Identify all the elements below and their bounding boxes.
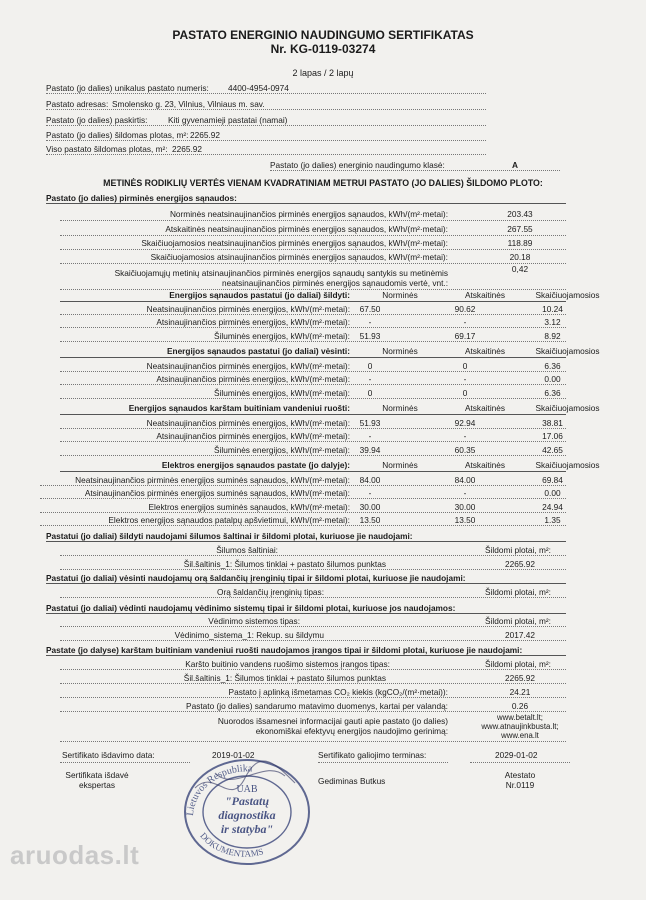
row-label: Atsinaujinančios pirminės energijos, kWh/(m²·metai): <box>156 374 350 384</box>
divider <box>46 93 486 94</box>
primary-row-value: 267.55 <box>507 224 533 234</box>
link-betalt[interactable]: www.betalt.lt; <box>497 713 543 722</box>
divider <box>40 525 566 526</box>
value-ref: - <box>463 317 467 327</box>
divider <box>60 398 566 399</box>
value-ref: 92.94 <box>454 418 476 428</box>
cooling-col1: Orą šaldančių įrenginių tipas: <box>217 587 324 597</box>
hot-water-item: Šil.šaltinis_1: Šilumos tinklai + pastato šilumos punktas <box>183 673 386 683</box>
cooling-heading: Pastatui (jo daliai) vėsinti naudojamų orą šaldančių įrenginių tipai ir šildomi plotai, kuriuose jie naudojami: <box>46 573 466 583</box>
stamp-line: diagnostika <box>218 808 276 822</box>
hot-water-col1: Karšto buitinio vandens ruošimo sistemos įrangos tipas: <box>185 659 390 669</box>
value-calc: 6.36 <box>544 388 561 398</box>
info-label: Pastato adresas: <box>46 99 109 109</box>
links-label: Nuorodos išsamesnei informacijai gauti apie pastato (jo dalies) <box>217 716 448 726</box>
col-calc-header: Skaičiuojamosios <box>535 460 600 470</box>
valid-until-value: 2029-01-02 <box>495 750 538 760</box>
link-atnaujinkbusta[interactable]: www.atnaujinkbusta.lt; <box>481 722 559 731</box>
divider <box>60 711 566 712</box>
divider <box>46 125 486 126</box>
ventilation-item: Vėdinimo_sistema_1: Rekup. su šildymu <box>174 630 324 640</box>
row-label: Atsinaujinančios pirminės energijos suminės sąnaudos, kWh/(m²·metai): <box>84 488 350 498</box>
row-label: Atsinaujinančios pirminės energijos, kWh/(m²·metai): <box>156 317 350 327</box>
ratio-label: Skaičiuojamųjų metinių atsinaujinančios pirminės energijos sąnaudų santykis su metinėmis <box>114 268 448 278</box>
value-norm: 51.93 <box>359 331 381 341</box>
primary-row-value: 118.89 <box>507 238 533 248</box>
ventilation-heading: Pastatui (jo daliai) vėdinti naudojamų vėdinimo sistemų tipai ir šildomi plotai, kuriuose jos naudojamos: <box>46 603 456 613</box>
info-value: Kiti gyvenamieji pastatai (namai) <box>168 115 288 125</box>
watermark-logo: aruodas.lt <box>10 840 140 870</box>
divider <box>60 555 566 556</box>
energy-class-value: A <box>512 160 518 170</box>
info-label: Pastato (jo dalies) paskirtis: <box>46 115 148 125</box>
co2-value: 24.21 <box>509 687 531 697</box>
divider <box>40 512 566 513</box>
co2-label: Pastato į aplinką išmetamas CO₂ kiekis (kgCO₂/(m²·metai)): <box>228 687 448 697</box>
divider <box>60 220 566 221</box>
info-value: 4400-4954-0974 <box>228 83 289 93</box>
row-label: Šiluminės energijos, kWh/(m²·metai): <box>213 388 350 398</box>
section-heading: Energijos sąnaudos karštam buitiniam vandeniui ruošti: <box>128 403 350 413</box>
value-calc: 1.35 <box>544 515 561 525</box>
divider <box>60 428 566 429</box>
row-label: Šiluminės energijos, kWh/(m²·metai): <box>213 445 350 455</box>
value-norm: 84.00 <box>359 475 381 485</box>
value-ref: - <box>463 431 467 441</box>
value-calc: 3.12 <box>544 317 561 327</box>
divider <box>60 455 566 456</box>
value-norm: - <box>368 488 372 498</box>
primary-row-value: 203.43 <box>507 209 533 219</box>
col-ref-header: Atskaitinės <box>464 290 506 300</box>
value-norm: 67.50 <box>359 304 381 314</box>
divider <box>60 414 566 415</box>
divider <box>60 384 566 385</box>
stamp-top-text: Lietuvos Respublika <box>184 763 253 817</box>
divider <box>60 640 566 641</box>
value-calc: 42.65 <box>542 445 563 455</box>
value-calc: 8.92 <box>544 331 561 341</box>
section-heading: Pastato (jo dalies) pirminės energijos sąnaudos: <box>46 193 237 203</box>
ventilation-col2: Šildomi plotai, m²: <box>485 616 551 626</box>
links-label: ekonomiškai efektyvų energijos naudojimo gerinimą: <box>255 726 448 736</box>
primary-row-label: Skaičiuojamosios atsinaujinančios pirminės energijos sąnaudos, kWh/(m²·metai): <box>150 252 448 262</box>
row-label: Neatsinaujinančios pirminės energijos, kWh/(m²·metai): <box>146 304 350 314</box>
heating-source-item: Šil.šaltinis_1: Šilumos tinklai + pastato šilumos punktas <box>183 559 386 569</box>
divider <box>60 357 566 358</box>
stamp-line: UAB <box>236 784 258 795</box>
value-ref: 69.17 <box>454 331 476 341</box>
divider <box>60 669 566 670</box>
info-label: Pastato (jo dalies) šildomas plotas, m²: <box>46 130 189 140</box>
stamp-line: ir statyba" <box>220 822 274 836</box>
row-label: Elektros energijos sąnaudos patalpų apšvietimui, kWh/(m²·metai): <box>108 515 350 525</box>
divider <box>60 626 566 627</box>
link-ena[interactable]: www.ena.lt <box>501 731 539 740</box>
divider <box>470 762 570 763</box>
energy-class-label: Pastato (jo dalies) energinio naudingumo klasė: <box>270 160 445 170</box>
info-label: Pastato (jo dalies) unikalus pastato numeris: <box>46 83 209 93</box>
divider <box>60 327 566 328</box>
divider <box>60 762 190 763</box>
cooling-col2: Šildomi plotai, m²: <box>485 587 551 597</box>
value-norm: 0 <box>367 361 373 371</box>
value-calc: 6.36 <box>544 361 561 371</box>
divider <box>60 341 566 342</box>
divider <box>46 203 566 204</box>
info-value: Smolensko g. 23, Vilnius, Vilniaus m. sav. <box>112 99 265 109</box>
value-calc: 24.94 <box>542 502 563 512</box>
primary-row-label: Atskaitinės neatsinaujinančios pirminės energijos sąnaudos, kWh/(m²·metai): <box>165 224 448 234</box>
value-norm: - <box>368 431 372 441</box>
divider <box>46 154 486 155</box>
divider <box>318 762 448 763</box>
value-ref: 60.35 <box>454 445 476 455</box>
certificate-title: PASTATO ENERGINIO NAUDINGUMO SERTIFIKATAS <box>172 28 474 42</box>
col-calc-header: Skaičiuojamosios <box>535 403 600 413</box>
issuer-label: Sertifikata išdavė <box>65 770 129 780</box>
divider <box>60 697 566 698</box>
certificate-number-footer: Nr.0119 <box>505 780 535 790</box>
divider <box>60 441 566 442</box>
stamp-line: "Pastatų <box>224 794 270 808</box>
heating-sources-heading: Pastatui (jo daliai) šildyti naudojami šilumos šaltinai ir šildomi plotai, kuriuose jie naudojami: <box>46 531 413 541</box>
col-ref-header: Atskaitinės <box>464 460 506 470</box>
value-calc: 0.00 <box>544 374 561 384</box>
ventilation-col1: Vėdinimo sistemos tipas: <box>208 616 300 626</box>
col-norm-header: Norminės <box>382 460 418 470</box>
primary-row-label: Norminės neatsinaujinančios pirminės energijos sąnaudos, kWh/(m²·metai): <box>169 209 448 219</box>
value-norm: - <box>368 317 372 327</box>
divider <box>40 485 566 486</box>
divider <box>40 498 566 499</box>
divider <box>46 109 486 110</box>
value-calc: 38.81 <box>542 418 563 428</box>
company-stamp <box>175 748 315 868</box>
hot-water-value: 2265.92 <box>505 673 535 683</box>
divider <box>60 569 566 570</box>
row-label: Atsinaujinančios pirminės energijos, kWh/(m²·metai): <box>156 431 350 441</box>
page-indicator: 2 lapas / 2 lapų <box>292 68 354 78</box>
value-norm: 51.93 <box>359 418 381 428</box>
primary-row-value: 20.18 <box>509 252 531 262</box>
divider <box>46 655 566 656</box>
section-heading: Energijos sąnaudos pastatui (jo daliai) šildyti: <box>169 290 350 300</box>
hot-water-heading: Pastate (jo dalyse) karštam buitiniam vandeniui ruošti naudojamos įrangos tipai ir šildomi plotai, kuriuose jie naudojami: <box>46 645 523 655</box>
main-section-title: METINĖS RODIKLIŲ VERTĖS VIENAM KVADRATINIAM METRUI PASTATO (JO DALIES) ŠILDOMO PLOTO: <box>103 178 543 188</box>
value-ref: 30.00 <box>454 502 476 512</box>
airtightness-label: Pastato (jo dalies) sandarumo matavimo duomenys, kartai per valandą: <box>186 701 448 711</box>
certificate-label: Atestato <box>504 770 536 780</box>
hot-water-col2: Šildomi plotai, m²: <box>485 659 551 669</box>
divider <box>60 249 566 250</box>
divider <box>60 314 566 315</box>
ventilation-value: 2017.42 <box>505 630 535 640</box>
col-calc-header: Skaičiuojamosios <box>535 290 600 300</box>
ratio-label: neatsinaujinančios pirminės energijos sąnaudomis vertė, vnt.: <box>222 278 448 288</box>
value-norm: 30.00 <box>359 502 381 512</box>
row-label: Šiluminės energijos, kWh/(m²·metai): <box>213 331 350 341</box>
heating-sources-col1: Šilumos šaltiniai: <box>216 545 278 555</box>
row-label: Neatsinaujinančios pirminės energijos suminės sąnaudos, kWh/(m²·metai): <box>75 475 350 485</box>
divider <box>270 170 560 171</box>
col-ref-header: Atskaitinės <box>464 346 506 356</box>
info-label: Viso pastato šildomas plotas, m²: <box>46 144 168 154</box>
divider <box>60 683 566 684</box>
divider <box>46 613 566 614</box>
col-ref-header: Atskaitinės <box>464 403 506 413</box>
value-norm: - <box>368 374 372 384</box>
expert-name: Gediminas Butkus <box>318 776 386 786</box>
info-value: 2265.92 <box>190 130 220 140</box>
value-ref: 0 <box>462 361 468 371</box>
col-norm-header: Norminės <box>382 403 418 413</box>
primary-row-label: Skaičiuojamosios neatsinaujinančios pirminės energijos sąnaudos, kWh/(m²·metai): <box>141 238 448 248</box>
value-ref: 0 <box>462 388 468 398</box>
divider <box>60 371 566 372</box>
col-norm-header: Norminės <box>382 346 418 356</box>
col-calc-header: Skaičiuojamosios <box>535 346 600 356</box>
section-heading: Elektros energijos sąnaudos pastate (jo dalyje): <box>161 460 350 470</box>
row-label: Elektros energijos suminės sąnaudos, kWh/(m²·metai): <box>148 502 350 512</box>
issue-date-label: Sertifikato išdavimo data: <box>62 750 155 760</box>
value-ref: 84.00 <box>454 475 476 485</box>
divider <box>60 597 566 598</box>
value-norm: 39.94 <box>359 445 381 455</box>
issuer-label: ekspertas <box>79 780 115 790</box>
value-norm: 0 <box>367 388 373 398</box>
valid-until-label: Sertifikato galiojimo terminas: <box>318 750 427 760</box>
col-norm-header: Norminės <box>382 290 418 300</box>
divider <box>60 471 566 472</box>
value-calc: 0.00 <box>544 488 561 498</box>
value-ref: 90.62 <box>454 304 476 314</box>
value-calc: 10.24 <box>542 304 563 314</box>
value-norm: 13.50 <box>359 515 381 525</box>
divider <box>60 235 566 236</box>
heating-source-value: 2265.92 <box>505 559 535 569</box>
divider <box>60 741 566 742</box>
divider <box>46 583 566 584</box>
airtightness-value: 0.26 <box>511 701 529 711</box>
value-ref: - <box>463 488 467 498</box>
divider <box>60 301 566 302</box>
divider <box>46 140 486 141</box>
row-label: Neatsinaujinančios pirminės energijos, kWh/(m²·metai): <box>146 418 350 428</box>
heating-sources-col2: Šildomi plotai, m²: <box>485 545 551 555</box>
info-value: 2265.92 <box>172 144 202 154</box>
value-calc: 69.84 <box>542 475 563 485</box>
certificate-number: Nr. KG-0119-03274 <box>270 42 376 56</box>
value-ref: - <box>463 374 467 384</box>
ratio-value: 0,42 <box>511 264 529 274</box>
row-label: Neatsinaujinančios pirminės energijos, kWh/(m²·metai): <box>146 361 350 371</box>
section-heading: Energijos sąnaudos pastatui (jo daliai) vėsinti: <box>166 346 350 356</box>
issue-date-value: 2019-01-02 <box>212 750 255 760</box>
value-ref: 13.50 <box>454 515 476 525</box>
divider <box>46 541 566 542</box>
stamp-bottom-text: DOKUMENTAMS <box>198 830 265 859</box>
value-calc: 17.06 <box>542 431 563 441</box>
